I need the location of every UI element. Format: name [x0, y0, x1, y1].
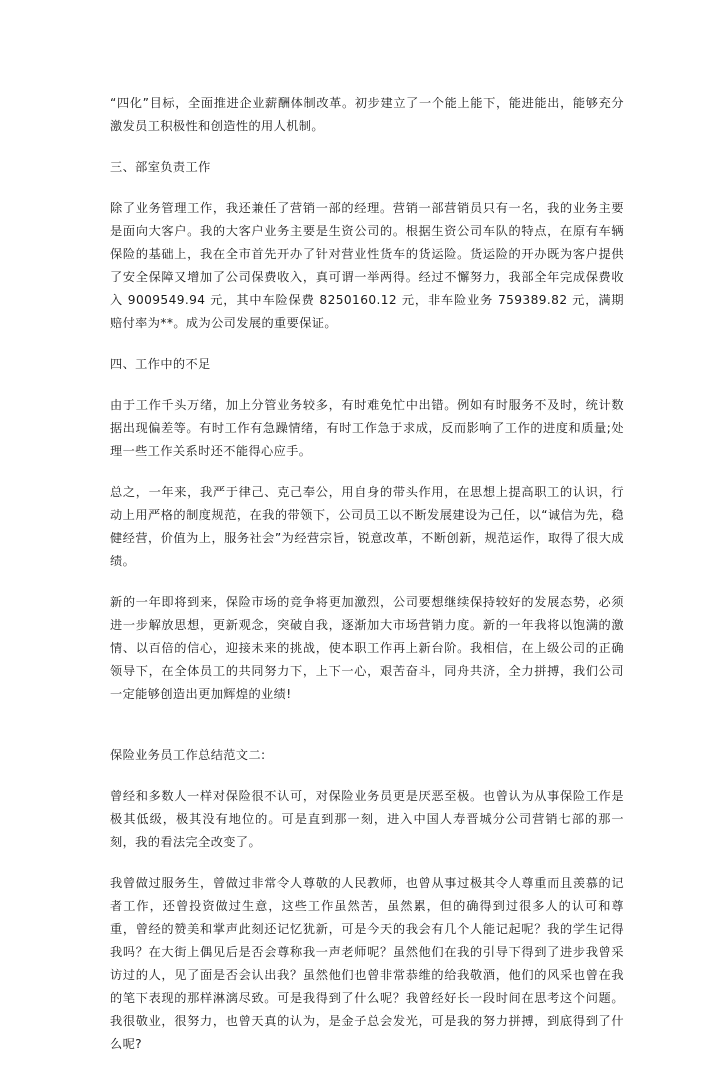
paragraph-attitude-change: 曾经和多数人一样对保险很不认可，对保险业务员更是厌恶至极。也曾认为从事保险工作是极其低级，极其没有地位的。可是直到那一刻，进入中国人寿晋城分公司营销七部的那一刻，我的看法完全改变了。 [110, 789, 624, 849]
document-body [110, 92, 624, 1074]
heading-department-work: 三、部室负责工作 [110, 160, 211, 174]
paragraph-new-year: 新的一年即将到来，保险市场的竞争将更加激烈，公司要想继续保持较好的发展态势，必须进一步解放思想，更新观念，突破自我，逐渐加大市场营销力度。新的一年我将以饱满的激情、以百倍的信心，迎接未来的挑战，使本职工作再上新台阶。我相信，在上级公司的正确领导下，在全体员工的共同努力下，上下一心，艰苦奋斗，同舟共济，全力拼搏，我们公司一定能够创造出更加辉煌的业绩! [110, 595, 624, 701]
section-spacer [110, 724, 624, 744]
paragraph-department-work: 除了业务管理工作，我还兼任了营销一部的经理。营销一部营销员只有一名，我的业务主要是面向大客户。我的大客户业务主要是生资公司的。根据生资公司车队的特点，在原有车辆保险的基础上，我在全市首先开办了针对营业性货车的货运险。货运险的开办既为客户提供了安全保障又增加了公司保费收入，真可谓一举两得。经过不懈努力，我部全年完成保费收入 9009549.94 元，其中车险保费 8250160.12 元，非车险业务 759389.82 元，满期赔付率为**。成为公司发展的重要保证。 [110, 201, 624, 330]
paragraph-past-jobs: 我曾做过服务生，曾做过非常令人尊敬的人民教师，也曾从事过极其令人尊重而且羡慕的记者工作，还曾投资做过生意，这些工作虽然苦，虽然累，但的确得到过很多人的认可和尊重，曾经的赞美和掌声此刻还记忆犹新，可是今天的我会有几个人能记起呢？我的学生记得我吗？在大街上偶见后是否会尊称我一声老师呢？虽然他们在我的引导下得到了进步我曾采访过的人，见了面是否会认出我？虽然他们也曾非常恭维的给我敬酒，他们的风采也曾在我的笔下表现的那样淋漓尽致。可是我得到了什么呢？我曾经好长一段时间在思考这个问题。我很敬业，很努力，也曾天真的认为，是金子总会发光，可是我的努力拼搏，到底得到了什么呢? [110, 876, 624, 1051]
heading-shortcomings: 四、工作中的不足 [110, 357, 211, 371]
heading-sample-two: 保险业务员工作总结范文二: [110, 748, 266, 762]
paragraph-shortcomings: 由于工作千头万绪，加上分管业务较多，有时难免忙中出错。例如有时服务不及时，统计数据出现偏差等。有时工作有急躁情绪，有时工作急于求成，反而影响了工作的进度和质量;处理一些工作关系时还不能得心应手。 [110, 398, 624, 458]
paragraph-summary: 总之，一年来，我严于律己、克己奉公，用自身的带头作用，在思想上提高职工的认识，行动上用严格的制度规范，在我的带领下，公司员工以不断发展建设为己任，以“诚信为先，稳健经营，价值为上，服务社会”为经营宗旨，锐意改革，不断创新，规范运作，取得了很大成绩。 [110, 485, 624, 568]
paragraph-four-modernizations: “四化”目标，全面推进企业薪酬体制改革。初步建立了一个能上能下，能进能出，能够充分激发员工积极性和创造性的用人机制。 [110, 96, 624, 133]
